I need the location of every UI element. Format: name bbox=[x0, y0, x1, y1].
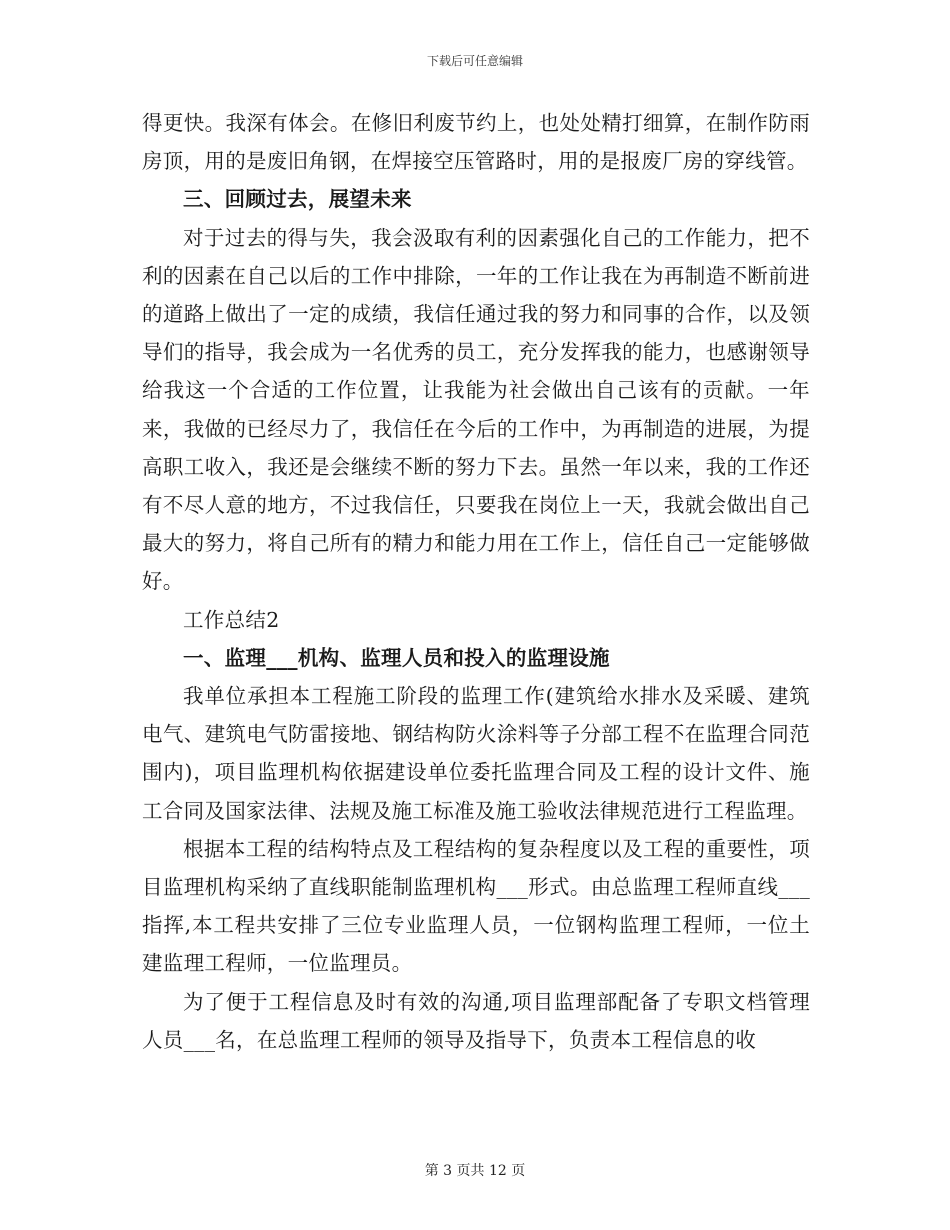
page-footer: 第 3 页共 12 页 bbox=[424, 1163, 526, 1179]
page-header: 下载后可任意编辑 bbox=[426, 54, 523, 68]
paragraph-continuation: 得更快。我深有体会。在修旧利废节约上，也处处精打细算，在制作防雨房顶，用的是废旧角钢，在焊接空压管路时，用的是报废厂房的穿线管。 bbox=[142, 111, 810, 174]
section-heading-1: 一、监理___机构、监理人员和投入的监理设施 bbox=[183, 645, 610, 670]
paragraph-organization: 根据本工程的结构特点及工程结构的复杂程度以及工程的重要性，项目监理机构采纳了直线职能制监理机构___形式。由总监理工程师直线___指挥,本工程共安排了三位专业监理人员，一位钢构监理工程师，一位土建监理工程师，一位监理员。 bbox=[142, 836, 810, 976]
paragraph-supervision-scope: 我单位承担本工程施工阶段的监理工作(建筑给水排水及采暖、建筑电气、建筑电气防雷接地、钢结构防火涂料等子分部工程不在监理合同范围内)，项目监理机构依据建设单位委托监理合同及工程的设计文件、施工合同及国家法律、法规及施工标准及施工验收法律规范进行工程监理。 bbox=[142, 684, 810, 823]
paragraph-review: 对于过去的得与失，我会汲取有利的因素强化自己的工作能力，把不利的因素在自己以后的工作中排除，一年的工作让我在为再制造不断前进的道路上做出了一定的成绩，我信任通过我的努力和同事的合作，以及领导们的指导，我会成为一名优秀的员工，充分发挥我的能力，也感谢领导给我这一个合适的工作位置，让我能为社会做出自己该有的贡献。一年来，我做的已经尽力了，我信任在今后的工作中，为再制造的进展，为提高职工收入，我还是会继续不断的努力下去。虽然一年以来，我的工作还有不尽人意的地方，不过我信任，只要我在岗位上一天，我就会做出自己最大的努力，将自己所有的精力和能力用在工作上，信任自己一定能够做好。 bbox=[142, 225, 810, 594]
subtitle-work-summary-2: 工作总结2 bbox=[183, 607, 280, 632]
document-body bbox=[142, 104, 810, 1059]
section-heading-3: 三、回顾过去，展望未来 bbox=[183, 187, 412, 212]
paragraph-document-staff: 为了便于工程信息及时有效的沟通,项目监理部配备了专职文档管理人员___名，在总监理工程师的领导及指导下，负责本工程信息的收 bbox=[142, 989, 810, 1052]
